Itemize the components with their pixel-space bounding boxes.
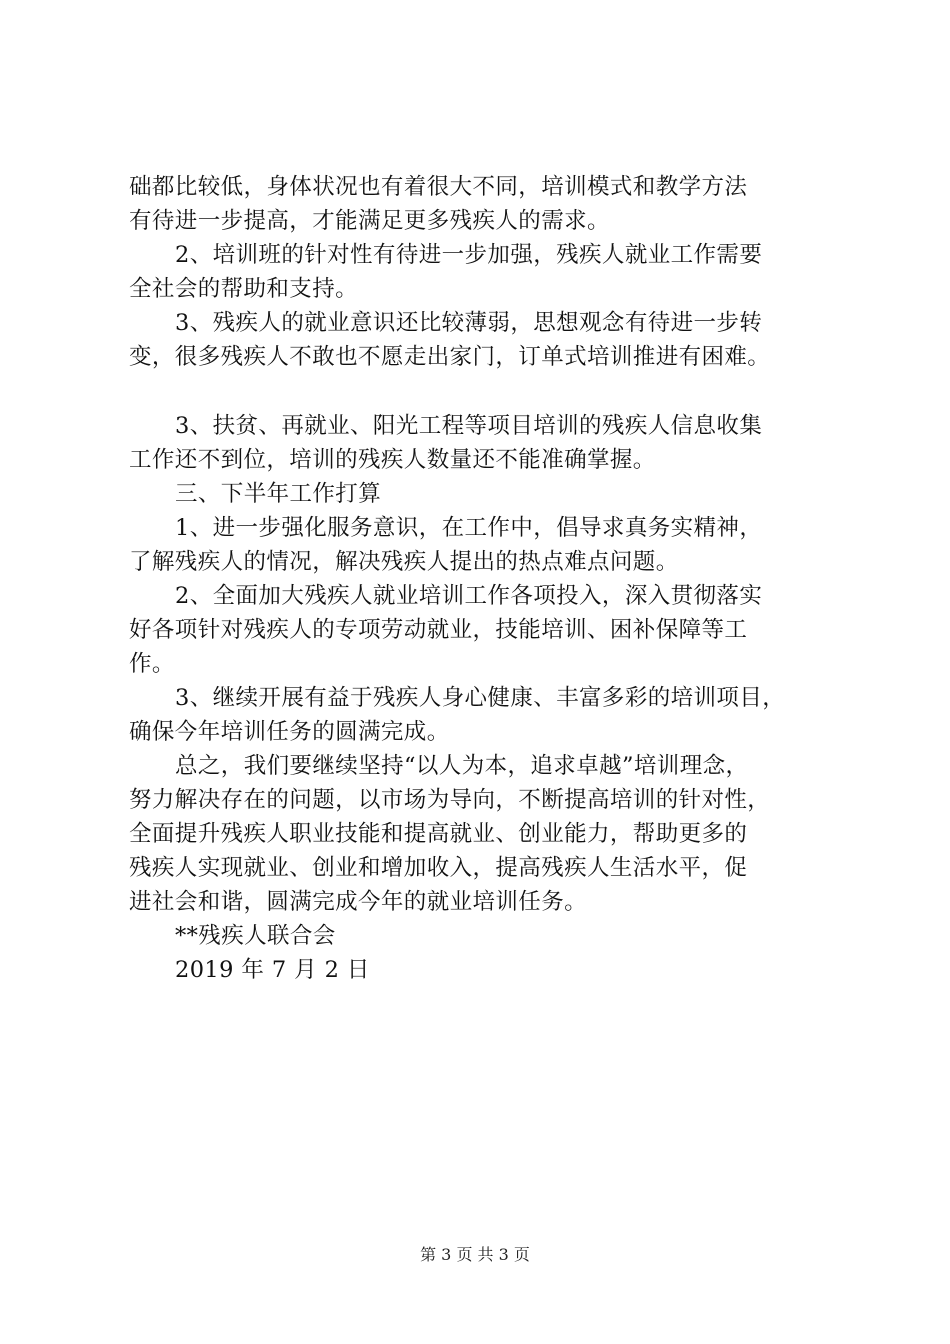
text-line: 三、下半年工作打算 bbox=[175, 481, 382, 507]
text-line: 总之，我们要继续坚持“以人为本，追求卓越”培训理念， bbox=[175, 753, 749, 779]
text-line: 2、培训班的针对性有待进一步加强，残疾人就业工作需要 bbox=[175, 242, 763, 268]
text-line: 确保今年培训任务的圆满完成。 bbox=[129, 719, 450, 745]
text-line: 变，很多残疾人不敢也不愿走出家门，订单式培训推进有困难。 bbox=[129, 344, 771, 370]
text-line: 3、残疾人的就业意识还比较薄弱，思想观念有待进一步转 bbox=[175, 310, 763, 336]
text-line: 3、扶贫、再就业、阳光工程等项目培训的残疾人信息收集 bbox=[175, 413, 763, 439]
text-line: 有待进一步提高，才能满足更多残疾人的需求。 bbox=[129, 208, 610, 234]
text-line: 全社会的帮助和支持。 bbox=[129, 276, 359, 302]
text-line: 好各项针对残疾人的专项劳动就业，技能培训、困补保障等工 bbox=[129, 617, 748, 643]
text-line: 工作还不到位，培训的残疾人数量还不能准确掌握。 bbox=[129, 447, 656, 473]
text-line: 2019 年 7 月 2 日 bbox=[175, 957, 370, 983]
text-line: 础都比较低，身体状况也有着很大不同，培训模式和教学方法 bbox=[129, 174, 748, 200]
text-line: 全面提升残疾人职业技能和提高就业、创业能力，帮助更多的 bbox=[129, 821, 748, 847]
page-footer: 第 3 页 共 3 页 bbox=[420, 1245, 530, 1264]
text-line: 了解残疾人的情况，解决残疾人提出的热点难点问题。 bbox=[129, 549, 679, 575]
text-line: 努力解决存在的问题，以市场为导向，不断提高培训的针对性， bbox=[129, 787, 771, 813]
text-line: 3、继续开展有益于残疾人身心健康、丰富多彩的培训项目， bbox=[175, 685, 786, 711]
text-line: 1、进一步强化服务意识，在工作中，倡导求真务实精神， bbox=[175, 515, 763, 541]
paragraph-gap bbox=[129, 374, 834, 409]
text-line: 残疾人实现就业、创业和增加收入，提高残疾人生活水平，促 bbox=[129, 855, 748, 881]
document-body bbox=[129, 170, 834, 987]
text-line: 2、全面加大残疾人就业培训工作各项投入，深入贯彻落实 bbox=[175, 583, 763, 609]
text-line: **残疾人联合会 bbox=[175, 923, 336, 949]
text-line: 进社会和谐，圆满完成今年的就业培训任务。 bbox=[129, 889, 588, 915]
text-line: 作。 bbox=[129, 651, 175, 677]
